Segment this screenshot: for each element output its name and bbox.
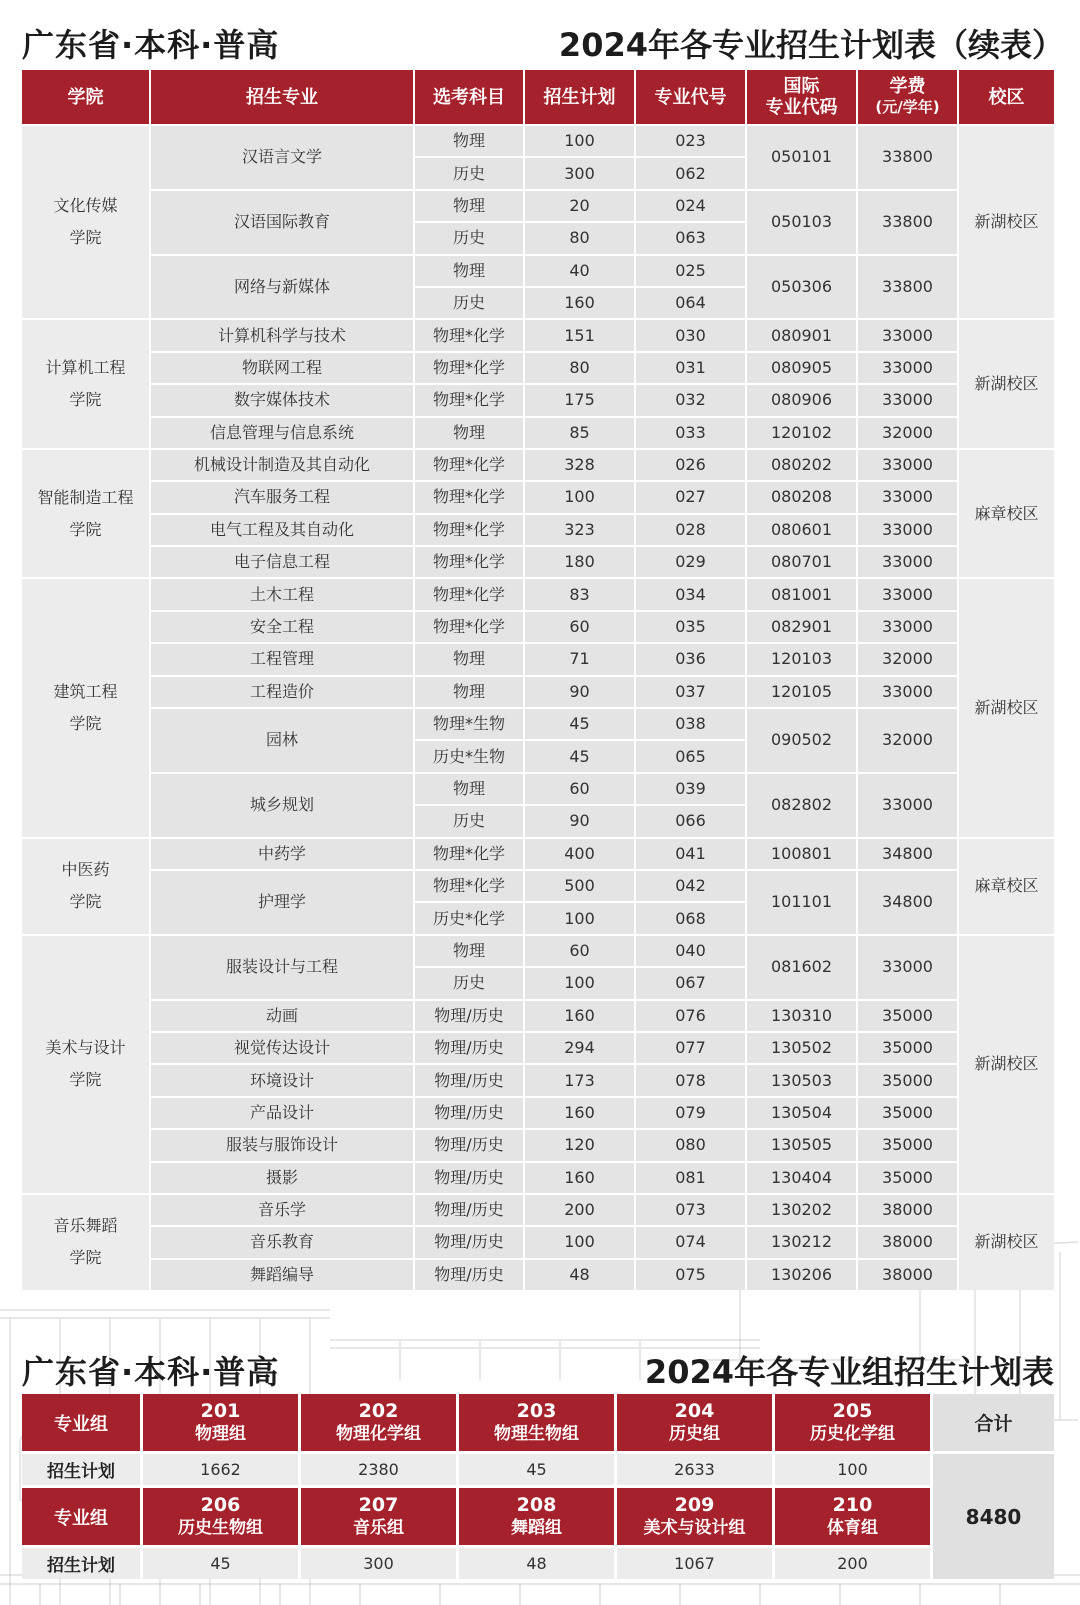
group-label-cell: 专业组	[22, 1488, 140, 1545]
college-name-line: 学院	[69, 390, 102, 410]
intl-code-cell: 130502	[747, 1033, 856, 1063]
plan-cell: 173	[525, 1065, 634, 1095]
plan-cell: 100	[525, 482, 634, 512]
major-code-cell: 030	[636, 320, 745, 350]
plan-cell: 90	[525, 677, 634, 707]
group-plan-cell: 1067	[617, 1548, 772, 1579]
tuition-cell: 35000	[858, 1001, 957, 1031]
campus-cell: 新湖校区	[959, 936, 1054, 1193]
tuition-cell: 32000	[858, 418, 957, 448]
college-name-line: 计算机工程	[45, 358, 126, 378]
tuition-cell: 33000	[858, 579, 957, 609]
tuition-cell: 33000	[858, 385, 957, 415]
header-intl-code-line1: 国际	[783, 76, 820, 97]
plan-cell: 100	[525, 968, 634, 998]
major-code-cell: 066	[636, 806, 745, 836]
group-code: 207	[358, 1493, 399, 1516]
header-tuition	[858, 70, 957, 124]
tuition-cell: 33000	[858, 936, 957, 999]
plan-cell: 160	[525, 1098, 634, 1128]
major-name-cell: 信息管理与信息系统	[151, 418, 413, 448]
major-name-cell: 汉语言文学	[151, 126, 413, 189]
intl-code-cell: 050101	[747, 126, 856, 189]
major-name-cell: 物联网工程	[151, 353, 413, 383]
major-code-cell: 075	[636, 1260, 745, 1290]
major-name-cell: 环境设计	[151, 1065, 413, 1095]
subject-cell: 物理/历史	[415, 1130, 523, 1160]
major-name-cell: 土木工程	[151, 579, 413, 609]
tuition-cell: 33000	[858, 450, 957, 480]
plan-cell: 80	[525, 353, 634, 383]
plan-cell: 300	[525, 158, 634, 188]
header-major-code: 专业代号	[636, 70, 745, 124]
group-cell	[301, 1488, 456, 1545]
college-name-line: 学院	[69, 1070, 102, 1090]
plan-cell: 294	[525, 1033, 634, 1063]
tuition-cell: 33000	[858, 547, 957, 577]
major-code-cell: 065	[636, 741, 745, 771]
major-name-cell: 摄影	[151, 1163, 413, 1193]
major-code-cell: 041	[636, 839, 745, 869]
group-name: 物理组	[195, 1423, 246, 1444]
major-code-cell: 037	[636, 677, 745, 707]
plan-cell: 160	[525, 1163, 634, 1193]
subject-cell: 物理*化学	[415, 320, 523, 350]
major-code-cell: 080	[636, 1130, 745, 1160]
intl-code-cell: 101101	[747, 871, 856, 934]
header-intl-code-line2: 专业代码	[765, 97, 838, 118]
tuition-cell: 38000	[858, 1260, 957, 1290]
intl-code-cell: 130202	[747, 1195, 856, 1225]
intl-code-cell: 080901	[747, 320, 856, 350]
plan-cell: 60	[525, 774, 634, 804]
group-name: 音乐组	[353, 1517, 404, 1538]
subject-cell: 物理	[415, 644, 523, 674]
group-plan-cell: 1662	[143, 1454, 298, 1485]
college-name-line: 美术与设计	[45, 1038, 126, 1058]
tuition-cell: 34800	[858, 871, 957, 934]
group-cell	[143, 1394, 298, 1451]
subject-cell: 物理/历史	[415, 1163, 523, 1193]
header-major: 招生专业	[151, 70, 413, 124]
plan-cell: 175	[525, 385, 634, 415]
group-code: 201	[200, 1399, 241, 1422]
intl-code-cell: 081602	[747, 936, 856, 999]
major-code-cell: 024	[636, 191, 745, 221]
subject-cell: 物理	[415, 256, 523, 286]
major-name-cell: 服装与服饰设计	[151, 1130, 413, 1160]
college-name-line: 中医药	[61, 860, 110, 880]
subject-cell: 物理/历史	[415, 1065, 523, 1095]
intl-code-cell: 080906	[747, 385, 856, 415]
group-name: 物理化学组	[336, 1423, 421, 1444]
plan-cell: 45	[525, 741, 634, 771]
tuition-cell: 38000	[858, 1195, 957, 1225]
subject-cell: 物理	[415, 126, 523, 156]
intl-code-cell: 130504	[747, 1098, 856, 1128]
major-name-cell: 音乐教育	[151, 1227, 413, 1257]
major-code-cell: 038	[636, 709, 745, 739]
section2-title-right: 2024年各专业组招生计划表	[644, 1353, 1054, 1391]
major-name-cell: 安全工程	[151, 612, 413, 642]
subject-cell: 物理*化学	[415, 482, 523, 512]
major-name-cell: 数字媒体技术	[151, 385, 413, 415]
major-name-cell: 计算机科学与技术	[151, 320, 413, 350]
intl-code-cell: 050306	[747, 256, 856, 319]
college-name-line: 学院	[69, 1248, 102, 1268]
subject-cell: 历史	[415, 968, 523, 998]
subject-cell: 物理*化学	[415, 353, 523, 383]
campus-cell: 新湖校区	[959, 126, 1054, 318]
major-name-cell: 护理学	[151, 871, 413, 934]
major-code-cell: 062	[636, 158, 745, 188]
group-cell	[775, 1394, 930, 1451]
group-plan-cell: 2633	[617, 1454, 772, 1485]
tuition-cell: 38000	[858, 1227, 957, 1257]
plan-cell: 60	[525, 612, 634, 642]
tuition-cell: 35000	[858, 1033, 957, 1063]
college-name-line: 音乐舞蹈	[53, 1216, 118, 1236]
tuition-cell: 33000	[858, 677, 957, 707]
plan-cell: 80	[525, 223, 634, 253]
campus-cell: 麻章校区	[959, 450, 1054, 578]
major-code-cell: 033	[636, 418, 745, 448]
plan-cell: 151	[525, 320, 634, 350]
plan-cell: 90	[525, 806, 634, 836]
group-plan-cell: 100	[775, 1454, 930, 1485]
major-code-cell: 042	[636, 871, 745, 901]
intl-code-cell: 050103	[747, 191, 856, 254]
group-code: 202	[358, 1399, 399, 1422]
group-code: 205	[832, 1399, 873, 1422]
plan-label-cell: 招生计划	[22, 1548, 140, 1579]
intl-code-cell: 120105	[747, 677, 856, 707]
major-code-cell: 040	[636, 936, 745, 966]
group-code: 208	[516, 1493, 557, 1516]
plan-cell: 100	[525, 1227, 634, 1257]
plan-cell: 200	[525, 1195, 634, 1225]
group-label-cell: 专业组	[22, 1394, 140, 1451]
plan-cell: 323	[525, 515, 634, 545]
header-campus: 校区	[959, 70, 1054, 124]
tuition-cell: 33000	[858, 515, 957, 545]
intl-code-cell: 080208	[747, 482, 856, 512]
plan-cell: 48	[525, 1260, 634, 1290]
subject-cell: 历史	[415, 806, 523, 836]
group-cell	[459, 1394, 614, 1451]
section1-title-right: 2024年各专业招生计划表（续表）	[558, 26, 1064, 64]
subject-cell: 物理/历史	[415, 1001, 523, 1031]
major-name-cell: 工程管理	[151, 644, 413, 674]
subject-cell: 物理	[415, 418, 523, 448]
intl-code-cell: 080601	[747, 515, 856, 545]
header-subject: 选考科目	[415, 70, 523, 124]
group-plan-cell: 300	[301, 1548, 456, 1579]
plan-cell: 180	[525, 547, 634, 577]
tuition-cell: 35000	[858, 1065, 957, 1095]
subject-cell: 物理/历史	[415, 1260, 523, 1290]
intl-code-cell: 080202	[747, 450, 856, 480]
header-tuition-line1: 学费	[889, 76, 926, 97]
major-name-cell: 舞蹈编导	[151, 1260, 413, 1290]
tuition-cell: 33000	[858, 774, 957, 837]
tuition-cell: 33800	[858, 126, 957, 189]
intl-code-cell: 082901	[747, 612, 856, 642]
group-name: 体育组	[827, 1517, 878, 1538]
campus-cell: 麻章校区	[959, 839, 1054, 934]
tuition-cell: 32000	[858, 644, 957, 674]
subject-cell: 物理*生物	[415, 709, 523, 739]
college-name-line: 文化传媒	[53, 196, 118, 216]
campus-cell: 新湖校区	[959, 579, 1054, 836]
college-cell	[22, 936, 149, 1193]
college-name-line: 学院	[69, 892, 102, 912]
subject-cell: 物理/历史	[415, 1195, 523, 1225]
intl-code-cell: 120102	[747, 418, 856, 448]
subject-cell: 历史*化学	[415, 903, 523, 933]
group-code: 209	[674, 1493, 715, 1516]
major-code-cell: 035	[636, 612, 745, 642]
major-name-cell: 服装设计与工程	[151, 936, 413, 999]
subject-cell: 物理*化学	[415, 385, 523, 415]
plan-cell: 328	[525, 450, 634, 480]
intl-code-cell: 130310	[747, 1001, 856, 1031]
group-name: 舞蹈组	[511, 1517, 562, 1538]
tuition-cell: 33000	[858, 353, 957, 383]
plan-label-cell: 招生计划	[22, 1454, 140, 1485]
group-plan-cell: 45	[459, 1454, 614, 1485]
college-name-line: 学院	[69, 714, 102, 734]
tuition-cell: 32000	[858, 709, 957, 772]
subject-cell: 物理*化学	[415, 839, 523, 869]
group-code: 204	[674, 1399, 715, 1422]
header-intl-code	[747, 70, 856, 124]
header-college: 学院	[22, 70, 149, 124]
major-code-cell: 023	[636, 126, 745, 156]
intl-code-cell: 082802	[747, 774, 856, 837]
intl-code-cell: 120103	[747, 644, 856, 674]
major-code-cell: 036	[636, 644, 745, 674]
major-code-cell: 068	[636, 903, 745, 933]
group-cell	[143, 1488, 298, 1545]
subject-cell: 物理/历史	[415, 1098, 523, 1128]
subject-cell: 物理*化学	[415, 871, 523, 901]
college-cell	[22, 320, 149, 448]
plan-cell: 100	[525, 903, 634, 933]
intl-code-cell: 100801	[747, 839, 856, 869]
section2-title-left: 广东省·本科·普高	[22, 1353, 280, 1391]
subject-cell: 物理	[415, 677, 523, 707]
tuition-cell: 33000	[858, 612, 957, 642]
college-name-line: 智能制造工程	[37, 487, 134, 507]
header-plan: 招生计划	[525, 70, 634, 124]
major-name-cell: 城乡规划	[151, 774, 413, 837]
major-code-cell: 039	[636, 774, 745, 804]
group-code: 206	[200, 1493, 241, 1516]
major-code-cell: 064	[636, 288, 745, 318]
group-plan-cell: 45	[143, 1548, 298, 1579]
group-name: 物理生物组	[494, 1423, 579, 1444]
plan-cell: 120	[525, 1130, 634, 1160]
plan-cell: 40	[525, 256, 634, 286]
major-group-enrollment-plan-table	[22, 1394, 1054, 1579]
tuition-cell: 33800	[858, 256, 957, 319]
major-code-cell: 081	[636, 1163, 745, 1193]
major-name-cell: 园林	[151, 709, 413, 772]
intl-code-cell: 130212	[747, 1227, 856, 1257]
subject-cell: 物理*化学	[415, 515, 523, 545]
subject-cell: 物理*化学	[415, 579, 523, 609]
plan-cell: 20	[525, 191, 634, 221]
group-name: 美术与设计组	[643, 1517, 746, 1538]
major-code-cell: 063	[636, 223, 745, 253]
subject-cell: 物理	[415, 774, 523, 804]
total-label-cell: 合计	[933, 1394, 1054, 1451]
major-code-cell: 079	[636, 1098, 745, 1128]
subject-cell: 物理*化学	[415, 612, 523, 642]
college-cell	[22, 126, 149, 318]
tuition-cell: 35000	[858, 1163, 957, 1193]
college-name-line: 学院	[69, 228, 102, 248]
major-name-cell: 网络与新媒体	[151, 256, 413, 319]
plan-cell: 160	[525, 288, 634, 318]
college-name-line: 建筑工程	[53, 682, 118, 702]
major-code-cell: 078	[636, 1065, 745, 1095]
subject-cell: 物理	[415, 191, 523, 221]
group-cell	[301, 1394, 456, 1451]
college-cell	[22, 1195, 149, 1290]
tuition-cell: 35000	[858, 1130, 957, 1160]
college-cell	[22, 450, 149, 578]
major-name-cell: 电子信息工程	[151, 547, 413, 577]
plan-cell: 60	[525, 936, 634, 966]
major-name-cell: 视觉传达设计	[151, 1033, 413, 1063]
group-cell	[617, 1488, 772, 1545]
college-cell	[22, 839, 149, 934]
major-name-cell: 动画	[151, 1001, 413, 1031]
group-cell	[459, 1488, 614, 1545]
major-name-cell: 机械设计制造及其自动化	[151, 450, 413, 480]
group-code: 203	[516, 1399, 557, 1422]
subject-cell: 物理/历史	[415, 1227, 523, 1257]
tuition-cell: 33000	[858, 482, 957, 512]
subject-cell: 物理/历史	[415, 1033, 523, 1063]
intl-code-cell: 130505	[747, 1130, 856, 1160]
plan-cell: 83	[525, 579, 634, 609]
major-code-cell: 074	[636, 1227, 745, 1257]
intl-code-cell: 090502	[747, 709, 856, 772]
college-cell	[22, 579, 149, 836]
major-code-cell: 077	[636, 1033, 745, 1063]
group-name: 历史化学组	[810, 1423, 895, 1444]
group-plan-cell: 48	[459, 1548, 614, 1579]
major-name-cell: 产品设计	[151, 1098, 413, 1128]
major-name-cell: 汽车服务工程	[151, 482, 413, 512]
campus-cell: 新湖校区	[959, 1195, 1054, 1290]
group-plan-cell: 2380	[301, 1454, 456, 1485]
intl-code-cell: 130503	[747, 1065, 856, 1095]
subject-cell: 物理*化学	[415, 450, 523, 480]
section1-title-left: 广东省·本科·普高	[22, 26, 280, 64]
header-tuition-line2: (元/学年)	[875, 98, 940, 116]
college-name-line: 学院	[69, 519, 102, 539]
plan-cell: 100	[525, 126, 634, 156]
plan-cell: 45	[525, 709, 634, 739]
major-code-cell: 034	[636, 579, 745, 609]
major-name-cell: 音乐学	[151, 1195, 413, 1225]
group-plan-cell: 200	[775, 1548, 930, 1579]
subject-cell: 历史	[415, 288, 523, 318]
intl-code-cell: 130206	[747, 1260, 856, 1290]
intl-code-cell: 081001	[747, 579, 856, 609]
group-name: 历史生物组	[178, 1517, 263, 1538]
group-name: 历史组	[669, 1423, 720, 1444]
subject-cell: 历史	[415, 158, 523, 188]
subject-cell: 物理*化学	[415, 547, 523, 577]
subject-cell: 历史*生物	[415, 741, 523, 771]
major-name-cell: 电气工程及其自动化	[151, 515, 413, 545]
subject-cell: 物理	[415, 936, 523, 966]
group-code: 210	[832, 1493, 873, 1516]
major-name-cell: 汉语国际教育	[151, 191, 413, 254]
group-cell	[617, 1394, 772, 1451]
plan-cell: 85	[525, 418, 634, 448]
major-code-cell: 067	[636, 968, 745, 998]
major-code-cell: 032	[636, 385, 745, 415]
tuition-cell: 33800	[858, 191, 957, 254]
tuition-cell: 33000	[858, 320, 957, 350]
major-code-cell: 025	[636, 256, 745, 286]
major-enrollment-plan-table	[22, 70, 1054, 1290]
major-name-cell: 工程造价	[151, 677, 413, 707]
group-cell	[775, 1488, 930, 1545]
intl-code-cell: 080701	[747, 547, 856, 577]
major-code-cell: 026	[636, 450, 745, 480]
tuition-cell: 34800	[858, 839, 957, 869]
major-code-cell: 027	[636, 482, 745, 512]
major-code-cell: 031	[636, 353, 745, 383]
subject-cell: 历史	[415, 223, 523, 253]
intl-code-cell: 130404	[747, 1163, 856, 1193]
intl-code-cell: 080905	[747, 353, 856, 383]
campus-cell: 新湖校区	[959, 320, 1054, 448]
plan-cell: 71	[525, 644, 634, 674]
plan-cell: 500	[525, 871, 634, 901]
major-code-cell: 028	[636, 515, 745, 545]
major-code-cell: 029	[636, 547, 745, 577]
plan-cell: 400	[525, 839, 634, 869]
major-code-cell: 073	[636, 1195, 745, 1225]
plan-cell: 160	[525, 1001, 634, 1031]
tuition-cell: 35000	[858, 1098, 957, 1128]
total-value-cell: 8480	[933, 1454, 1054, 1579]
major-code-cell: 076	[636, 1001, 745, 1031]
major-name-cell: 中药学	[151, 839, 413, 869]
